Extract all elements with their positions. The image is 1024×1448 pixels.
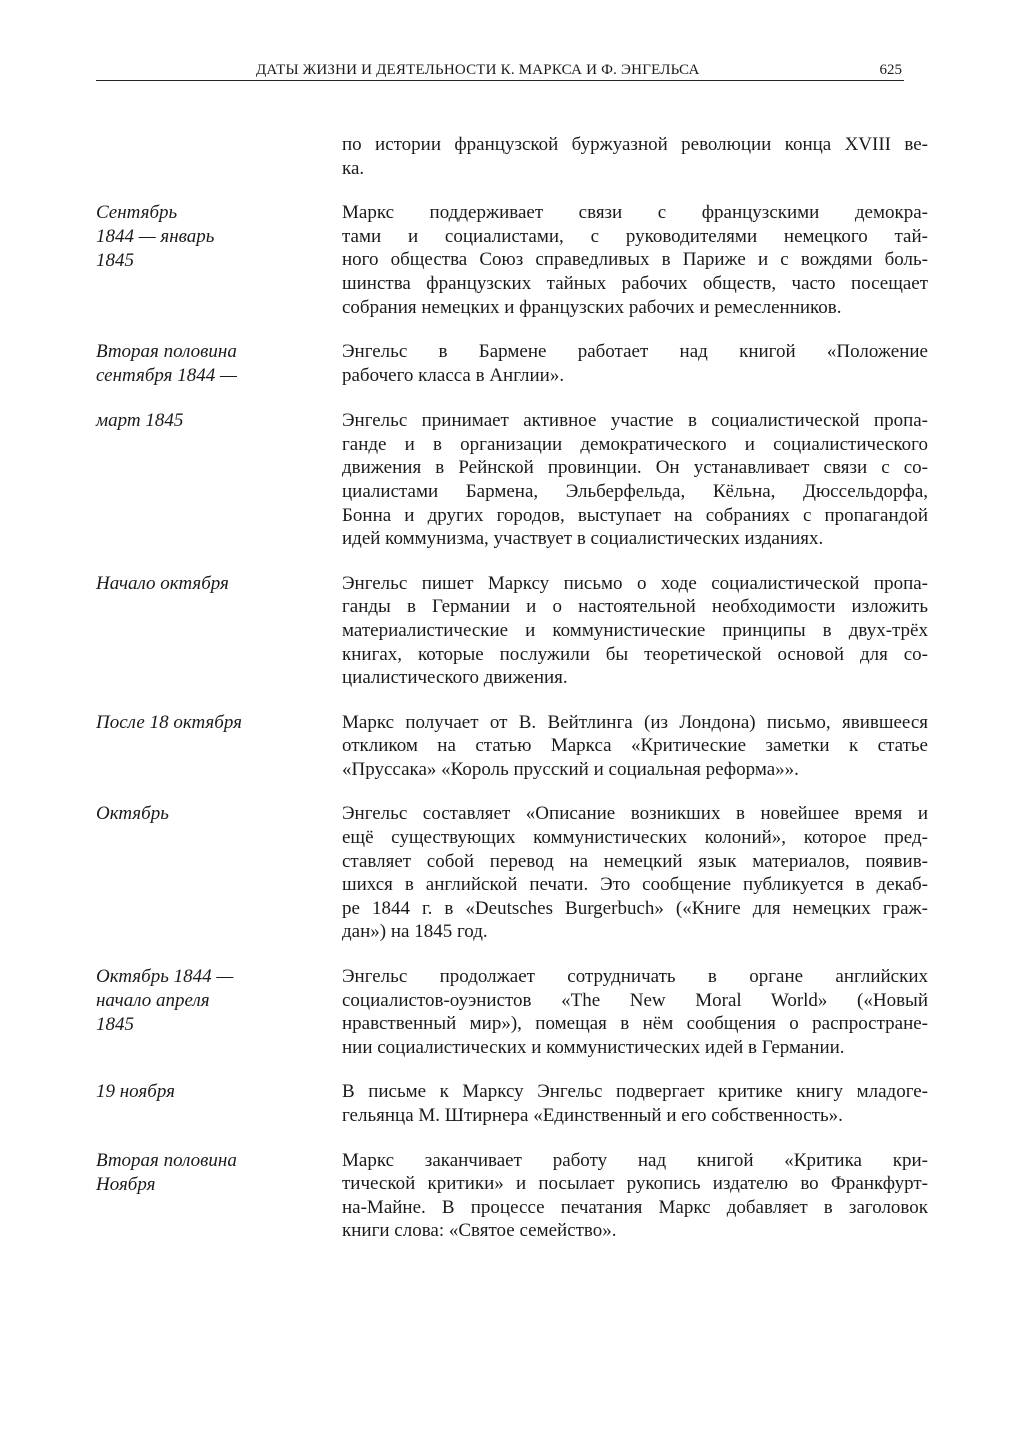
entry-text-line: социалистов-оуэнистов «The New Moral World» («Новый bbox=[342, 989, 928, 1011]
entry-text bbox=[342, 133, 928, 180]
entry-text-line: ещё существующих коммунистических колоний», которое пред- bbox=[342, 827, 928, 849]
chronology-entry bbox=[96, 965, 928, 1059]
entry-text-line: «Пруссака» «Король прусский и социальная реформа»». bbox=[342, 758, 799, 780]
chronology-entry bbox=[96, 409, 928, 551]
entry-text-line: Маркс поддерживает связи с французскими демокра- bbox=[342, 202, 928, 224]
entry-text-line: циалистического движения. bbox=[342, 667, 568, 689]
entry-date: Начало октября bbox=[96, 572, 229, 594]
entry-text-line: тами и социалистами, с руководителями немецкого тай- bbox=[342, 225, 928, 247]
entry-text-line: циалистами Бармена, Эльберфельда, Кёльна, Дюссельдорфа, bbox=[342, 480, 928, 502]
entry-text-line: движения в Рейнской провинции. Он устанавливает связи с со- bbox=[342, 457, 928, 479]
running-header-title: ДАТЫ ЖИЗНИ И ДЕЯТЕЛЬНОСТИ К. МАРКСА И Ф. ЭНГЕЛЬСА bbox=[256, 62, 700, 78]
entry-text-line: шинства французских тайных рабочих обществ, часто посещает bbox=[342, 272, 928, 294]
chronology-entry bbox=[96, 711, 928, 782]
entry-text-line: по истории французской буржуазной революции конца XVIII ве- bbox=[342, 134, 928, 155]
entry-text-line: книги слова: «Святое семейство». bbox=[342, 1220, 617, 1242]
entry-text bbox=[342, 201, 928, 319]
entry-text-line: откликом на статью Маркса «Критические заметки к статье bbox=[342, 735, 928, 757]
entry-text-line: Энгельс составляет «Описание возникших в новейшее время и bbox=[342, 803, 928, 825]
entry-text-line: ного общества Союз справедливых в Париже и с вождями боль- bbox=[342, 249, 928, 271]
entry-date: Вторая половина Ноября bbox=[96, 1149, 237, 1195]
chronology-entry bbox=[96, 802, 928, 944]
entry-text-line: на-Майне. В процессе печатания Маркс добавляет в заголовок bbox=[342, 1196, 928, 1218]
entry-date: март 1845 bbox=[96, 410, 184, 432]
page-number: 625 bbox=[879, 62, 902, 78]
entry-text-line: ганды в Германии и о настоятельной необходимости изложить bbox=[342, 596, 928, 618]
entry-date: Сентябрь 1844 — январь 1845 bbox=[96, 202, 215, 272]
entry-text-line: дан») на 1845 год. bbox=[342, 921, 488, 943]
chronology-entry bbox=[96, 1080, 928, 1127]
entry-text bbox=[342, 572, 928, 690]
entry-text bbox=[342, 711, 928, 782]
entry-text-line: собрания немецких и французских рабочих и ремесленников. bbox=[342, 296, 842, 318]
entry-date: После 18 октября bbox=[96, 711, 242, 733]
entry-text-line: Маркс заканчивает работу над книгой «Критика кри- bbox=[342, 1149, 928, 1171]
chronology-entries bbox=[96, 133, 928, 1264]
entry-text bbox=[342, 802, 928, 944]
running-header bbox=[96, 60, 904, 81]
entry-text bbox=[342, 965, 928, 1059]
entry-text-line: рабочего класса в Англии». bbox=[342, 364, 565, 386]
entry-date: Октябрь 1844 — начало апреля 1845 bbox=[96, 966, 234, 1036]
entry-text-line: ставляет собой перевод на немецкий язык материалов, появив- bbox=[342, 850, 928, 872]
chronology-entry bbox=[96, 201, 928, 319]
entry-text bbox=[342, 1080, 928, 1127]
entry-text-line: нравственный мир»), помещая в нём сообщения о распростране- bbox=[342, 1013, 928, 1035]
chronology-entry bbox=[96, 133, 928, 180]
chronology-entry bbox=[96, 572, 928, 690]
entry-date: Вторая половина сентября 1844 — bbox=[96, 341, 237, 387]
entry-text-line: гельянца М. Штирнера «Единственный и его собственность». bbox=[342, 1105, 843, 1126]
entry-text bbox=[342, 409, 928, 551]
entry-text-line: шихся в английской печати. Это сообщение публикуется в декаб- bbox=[342, 874, 928, 896]
entry-text-line: Бонна и других городов, выступает на собраниях с пропагандой bbox=[342, 504, 928, 526]
entry-text-line: ре 1844 г. в «Deutsches Burgerbuch» («Книге для немецких граж- bbox=[342, 897, 928, 919]
entry-text-line: Энгельс продолжает сотрудничать в органе английских bbox=[342, 966, 928, 988]
entry-text-line: книгах, которые послужили бы теоретической основой для со- bbox=[342, 643, 928, 665]
entry-date: Октябрь bbox=[96, 803, 169, 825]
entry-text bbox=[342, 340, 928, 388]
entry-text-line: Маркс получает от В. Вейтлинга (из Лондона) письмо, явившееся bbox=[342, 711, 928, 733]
chronology-entry bbox=[96, 1149, 928, 1243]
entry-text bbox=[342, 1149, 928, 1243]
entry-text-line: Энгельс в Бармене работает над книгой «Положение bbox=[342, 341, 928, 363]
entry-text-line: Энгельс пишет Марксу письмо о ходе социалистической пропа- bbox=[342, 572, 928, 594]
chronology-entry bbox=[96, 340, 928, 388]
entry-date: 19 ноября bbox=[96, 1081, 175, 1103]
entry-text-line: материалистические и коммунистические принципы в двух-трёх bbox=[342, 619, 928, 641]
entry-text-line: нии социалистических и коммунистических идей в Германии. bbox=[342, 1036, 845, 1058]
entry-text-line: идей коммунизма, участвует в социалистических изданиях. bbox=[342, 528, 824, 550]
entry-text-line: ганде и в организации демократического и социалистического bbox=[342, 433, 928, 455]
entry-date bbox=[96, 133, 342, 180]
entry-text-line: Энгельс принимает активное участие в социалистической пропа- bbox=[342, 410, 928, 432]
entry-text-line: В письме к Марксу Энгельс подвергает критике книгу младоге- bbox=[342, 1081, 928, 1103]
entry-text-line: ка. bbox=[342, 157, 365, 179]
entry-text-line: тической критики» и посылает рукопись издателю во Франкфурт- bbox=[342, 1173, 928, 1195]
